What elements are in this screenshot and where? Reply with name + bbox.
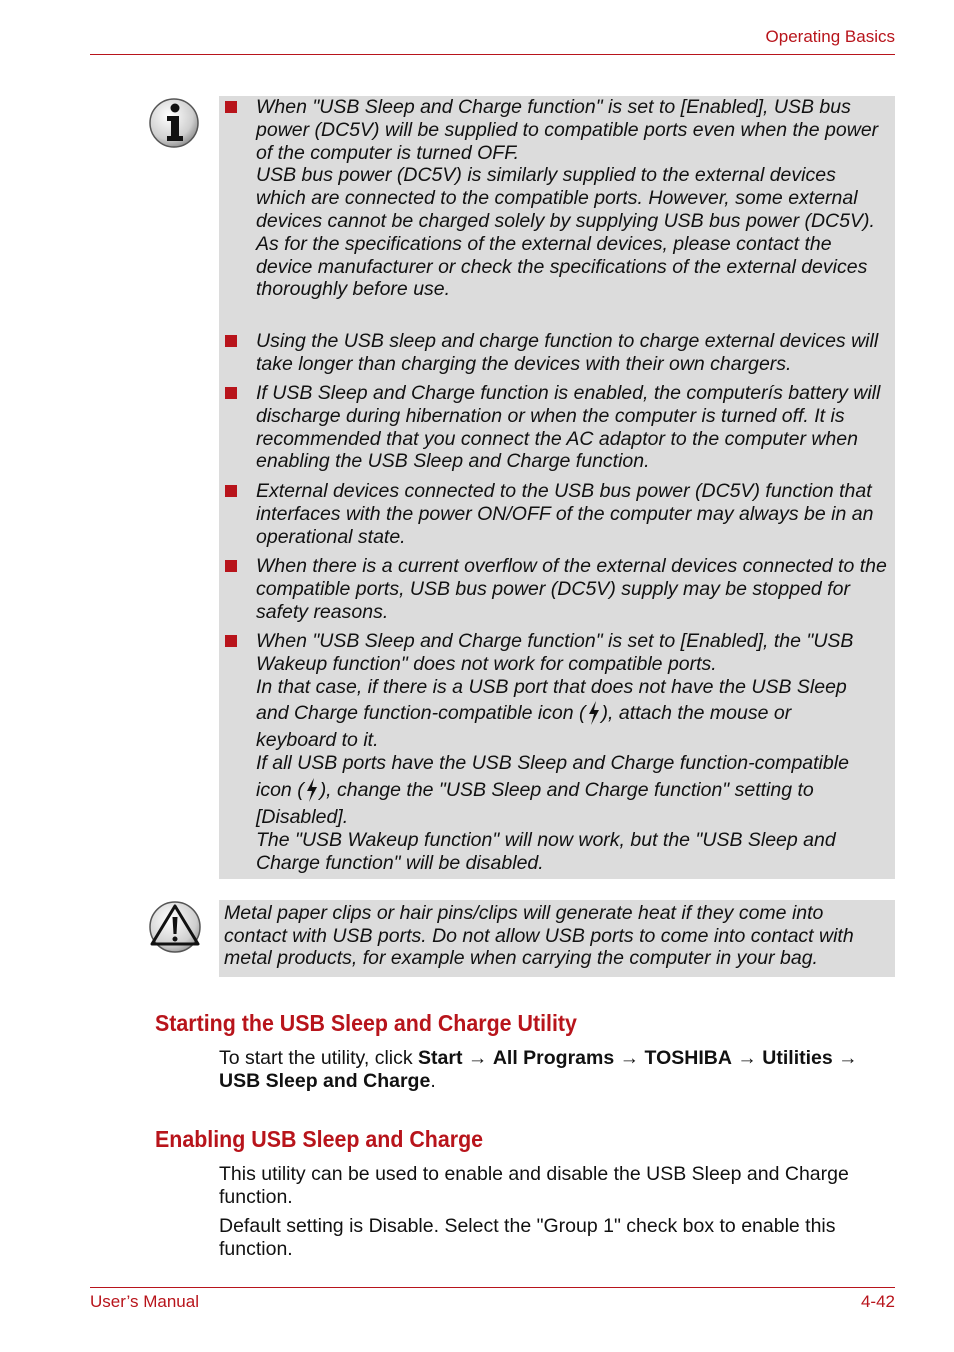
menu-path-start: Start — [418, 1047, 463, 1069]
start-utility-instructions — [219, 1047, 889, 1093]
arrow: → — [467, 1047, 488, 1069]
note-text: [Disabled]. — [256, 805, 349, 828]
note-text: In that case, if there is a USB port that does not have the USB Sleep — [256, 675, 847, 698]
note-text: External devices connected to the USB bus power (DC5V) function that interfaces with the power ON/OFF of the computer may always be in an operational state. — [256, 480, 874, 548]
caution-box — [219, 900, 895, 977]
note-text: If USB Sleep and Charge function is enabled, the computerís battery will discharge during hibernation or when the computer is turned off. It is recommended that you connect the AC adaptor to the computer when enabling the USB Sleep and Charge function. — [256, 382, 881, 473]
arrow: → — [619, 1047, 640, 1069]
menu-path-utilities: Utilities — [762, 1047, 833, 1069]
arrow: → — [737, 1047, 757, 1069]
note-box — [219, 96, 895, 879]
enabling-paragraph: This utility can be used to enable and disable the USB Sleep and Charge function. — [219, 1163, 849, 1208]
text-fragment: ), change the "USB Sleep and Charge function" setting to — [319, 778, 814, 801]
note-text-with-icon — [256, 775, 889, 806]
instruction-text: To start the utility, click — [219, 1047, 419, 1069]
note-text: keyboard to it. — [256, 729, 379, 752]
running-header: Operating Basics — [765, 27, 895, 46]
bullet-square — [225, 101, 237, 113]
note-text: The "USB Wakeup function" will now work, but the "USB Sleep and Charge function" will be disabled. — [256, 828, 836, 874]
section-heading-enabling: Enabling USB Sleep and Charge — [155, 1126, 484, 1152]
menu-path-usb-sleep-charge: USB Sleep and Charge — [219, 1070, 431, 1092]
bullet-square — [225, 635, 237, 647]
note-text: When "USB Sleep and Charge function" is set to [Enabled], the "USB Wakeup function" does not work for compatible ports. — [256, 630, 854, 675]
usb-sleep-charge-icon — [304, 777, 320, 803]
note-text: Using the USB sleep and charge function to charge external devices will take longer than charging the devices with their own chargers. — [256, 330, 879, 375]
text-fragment: and Charge function-compatible icon ( — [256, 702, 586, 725]
note-text: If all USB ports have the USB Sleep and Charge function-compatible — [256, 752, 849, 775]
page-number: 4-42 — [860, 1292, 895, 1311]
arrow: → — [838, 1047, 858, 1069]
note-text: When "USB Sleep and Charge function" is set to [Enabled], USB bus power (DC5V) will be supplied to compatible ports even when the power of the computer is turned OFF. — [256, 96, 879, 164]
caution-icon — [148, 900, 202, 954]
bullet-square — [225, 335, 237, 347]
usb-sleep-charge-icon — [586, 700, 602, 726]
period: . — [430, 1070, 436, 1092]
bullet-square — [225, 485, 237, 497]
bullet-square — [225, 387, 237, 399]
menu-path-toshiba: TOSHIBA — [644, 1047, 732, 1069]
enabling-paragraph: Default setting is Disable. Select the "Group 1" check box to enable this function. — [219, 1215, 836, 1260]
note-text: As for the specifications of the external devices, please contact the device manufacturer or check the specifications of the external devices thoroughly before use. — [256, 232, 868, 301]
menu-path-all-programs: All Programs — [492, 1047, 615, 1069]
note-text: When there is a current overflow of the external devices connected to the compatible ports, USB bus power (DC5V) supply may be stopped for safety reasons. — [256, 555, 887, 623]
section-heading-start-utility: Starting the USB Sleep and Charge Utility — [155, 1010, 577, 1036]
text-fragment: ), attach the mouse or — [601, 702, 792, 725]
header-rule — [90, 54, 895, 55]
note-text: USB bus power (DC5V) is similarly supplied to the external devices which are connected to the compatible ports. However, some external devices cannot be charged solely by supplying USB bus power (DC5V). — [256, 164, 875, 232]
bullet-square — [225, 560, 237, 572]
text-fragment: icon ( — [256, 778, 304, 801]
note-text-with-icon — [256, 698, 889, 729]
footer-manual-title: User’s Manual — [90, 1292, 199, 1311]
info-icon — [148, 97, 200, 149]
footer-rule — [90, 1287, 895, 1288]
caution-text: Metal paper clips or hair pins/clips will generate heat if they come into contact with USB ports. Do not allow USB ports to come into contact with metal products, for example when carrying the computer in your bag. — [224, 902, 854, 969]
